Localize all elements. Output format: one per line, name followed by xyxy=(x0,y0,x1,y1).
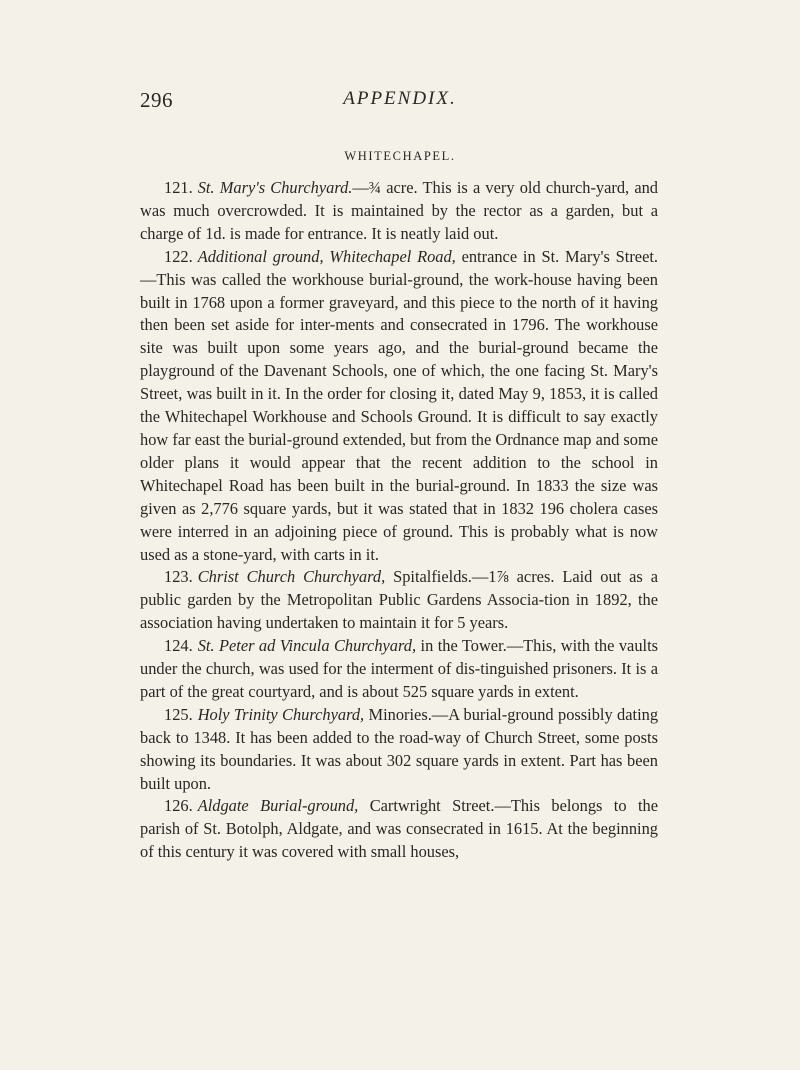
entry-text: Spitalfields.—1⅞ acres. Laid out as a public garden by the Metropolitan Public Gardens Associa-tion in 1892, the association having undertaken to maintain it for 5 years. xyxy=(140,567,658,633)
running-title: APPENDIX. xyxy=(343,88,457,109)
entry-number: 122. xyxy=(164,246,193,266)
entry-number: 121. xyxy=(164,178,193,197)
entry-124 xyxy=(140,635,658,704)
entry-number: 123. xyxy=(164,567,193,587)
running-head xyxy=(140,88,660,116)
entry-name: Holy Trinity Churchyard, xyxy=(197,704,365,724)
entry-text: in the Tower.—This, with the vaults under the church, was used for the interment of dis-tinguished prisoners. It is a part of the great courtyard, and is about 525 square yards in extent. xyxy=(140,636,659,701)
entry-text: —¾ acre. This is a very old church-yard, and was much overcrowded. It is maintained by the rector as a garden, but a charge of 1d. is made for entrance. It is neatly laid out. xyxy=(140,178,658,243)
entry-name: St. Mary's Churchyard. xyxy=(197,178,353,197)
body-text xyxy=(140,177,658,864)
entry-121 xyxy=(140,177,658,246)
entry-number: 124. xyxy=(164,636,193,656)
entry-number: 125. xyxy=(164,704,193,724)
entry-123 xyxy=(140,566,658,635)
entry-125 xyxy=(140,704,658,796)
entry-126 xyxy=(140,795,658,864)
entry-text: Minories.—A burial-ground possibly dating back to 1348. It has been added to the road-way of Church Street, some posts showing its boundaries. It was about 302 square yards in extent. Part has been built upon. xyxy=(140,704,659,793)
page-number: 296 xyxy=(140,88,173,112)
section-heading: WHITECHAPEL. xyxy=(344,149,456,163)
entry-name: Additional ground, Whitechapel Road, xyxy=(197,246,456,266)
entry-name: Christ Church Churchyard, xyxy=(197,567,386,587)
entry-text: entrance in St. Mary's Street.—This was called the workhouse burial-ground, the work-house having been built in 1768 upon a former graveyard, and this piece to the north of it having then been set aside for inter-ments and consecrated in 1796. The workhouse site was built upon some years ago, and the burial-ground became the playground of the Davenant Schools, one of which, the one facing St. Mary's Street, was built in it. In the order for closing it, dated May 9, 1853, it is called the Whitechapel Workhouse and Schools Ground. It is difficult to say exactly how far east the burial-ground extended, but from the Ordnance map and some older plans it would appear that the recent addition to the school in Whitechapel Road has been built in the burial-ground. In 1833 the size was given as 2,776 square yards, but it was stated that in 1832 196 cholera cases were interred in an adjoining piece of ground. This is probably what is now used as a stone-yard, with carts in it. xyxy=(140,246,658,564)
entry-name: St. Peter ad Vincula Churchyard, xyxy=(197,636,417,656)
entry-number: 126. xyxy=(164,796,193,816)
entry-text: Cartwright Street.—This belongs to the parish of St. Botolph, Aldgate, and was consecrated in 1615. At the beginning of this century it was covered with small houses, xyxy=(140,796,658,862)
entry-122 xyxy=(140,246,658,567)
entry-name: Aldgate Burial-ground, xyxy=(197,796,359,816)
